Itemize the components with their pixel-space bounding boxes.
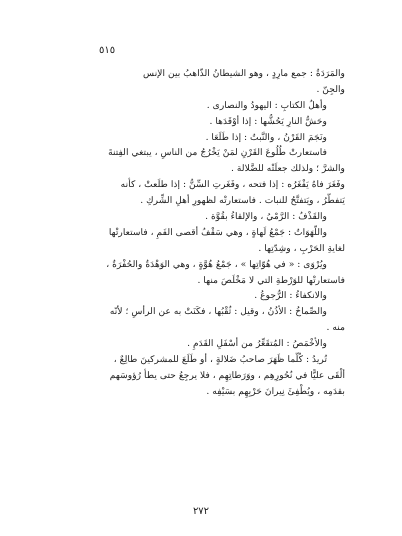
- text-line: فاستعارتْها للوَرْطةِ التي لا مَخْلَصَ منها .: [197, 274, 345, 286]
- text-line: لغايةِ الحَرْبِ ، وشِدّتِها .: [258, 242, 345, 254]
- text-line: والصِّماخُ : الأذُنُ ، وقيل : ثُقْبُها ، فكَنَتْ به عن الرأسِ ؛ لأنّه: [109, 306, 327, 318]
- text-line: فاستعارتْ طُلُوعَ القَرْنِ لمَنْ يَخْرُجُ من الناسِ ، يبتغي الفِتنةَ: [108, 147, 327, 159]
- text-line: وفَغَرَ فاهُ يَفْغَرُه : إذا فتحه ، وفَغَرتِ السِّنُّ : إذا طلَعتْ ، كأنه: [120, 179, 345, 191]
- text-line: والشرَّ ؛ ولذلك جعلَتْه للضَّلالة .: [231, 163, 345, 175]
- text-line: واللَّهَوَاتُ : جَمْعُ لَهاةٍ ، وهي سَقْفُ أقصى الفَمِ ، فاستعارتْها: [108, 226, 327, 238]
- text-line: والجِنّ .: [316, 83, 345, 95]
- page-number-top: ٥١٥: [99, 45, 116, 56]
- text-line: وحَشُّ النارِ يَحُشُّها : إذا أوْقَدَها .: [209, 115, 327, 127]
- text-line: ونَجَمَ القَرْنُ ، والنَّبتُ : إذا طَلَعَا .: [205, 131, 327, 143]
- text-line: والأخْمَصُ : المُتقَعِّرُ من أسْفَلِ القَدَمِ .: [187, 338, 327, 350]
- body-text: [58, 66, 345, 400]
- text-line: بقدَمِه ، ويُطْفِئَ نِيرانَ حَرْبِهِم بسَيْفِه .: [206, 385, 345, 397]
- text-line: وأهلُ الكتابِ : اليهودُ والنصارى .: [206, 99, 327, 111]
- text-line: والمَرَدَةُ : جمع مارِدٍ ، وهو الشيطانُ الذّاهبُ بين الإنس: [143, 68, 345, 79]
- text-line: تُريدُ : كُلَّما ظَهَرَ صاحبُ ضَلالةٍ ، أو طَلَعَ للمشركينَ طالِعٌ ،: [113, 354, 327, 366]
- text-line: ويُرْوَى : « في هُوّاتِها » ، جَمْعُ هُوَّةٍ ، وهي الوَهْدَةُ والحُفْرَةُ ،: [106, 258, 327, 270]
- text-line: يَتفطَّرُ ، ويَتفتَّحُ للنبات . فاستعارتْه لظهورِ أهلِ الشِّركِ .: [140, 195, 345, 207]
- text-line: والقَذْفُ : الرَّمْيُ ، والإلقاءُ بقُوَّة .: [205, 211, 327, 223]
- text-line: والانكفاءُ : الرُّجوعُ .: [254, 290, 327, 302]
- page-number-bottom: ٢٧٢: [192, 506, 210, 517]
- text-line: منه .: [326, 322, 345, 334]
- text-line: ألْقَى عليًّا في نُحُورِهِم ، ووَرَطاتِهِم ، فلا يرجِعُ حتى يطأ رُؤوسَهم: [109, 369, 345, 381]
